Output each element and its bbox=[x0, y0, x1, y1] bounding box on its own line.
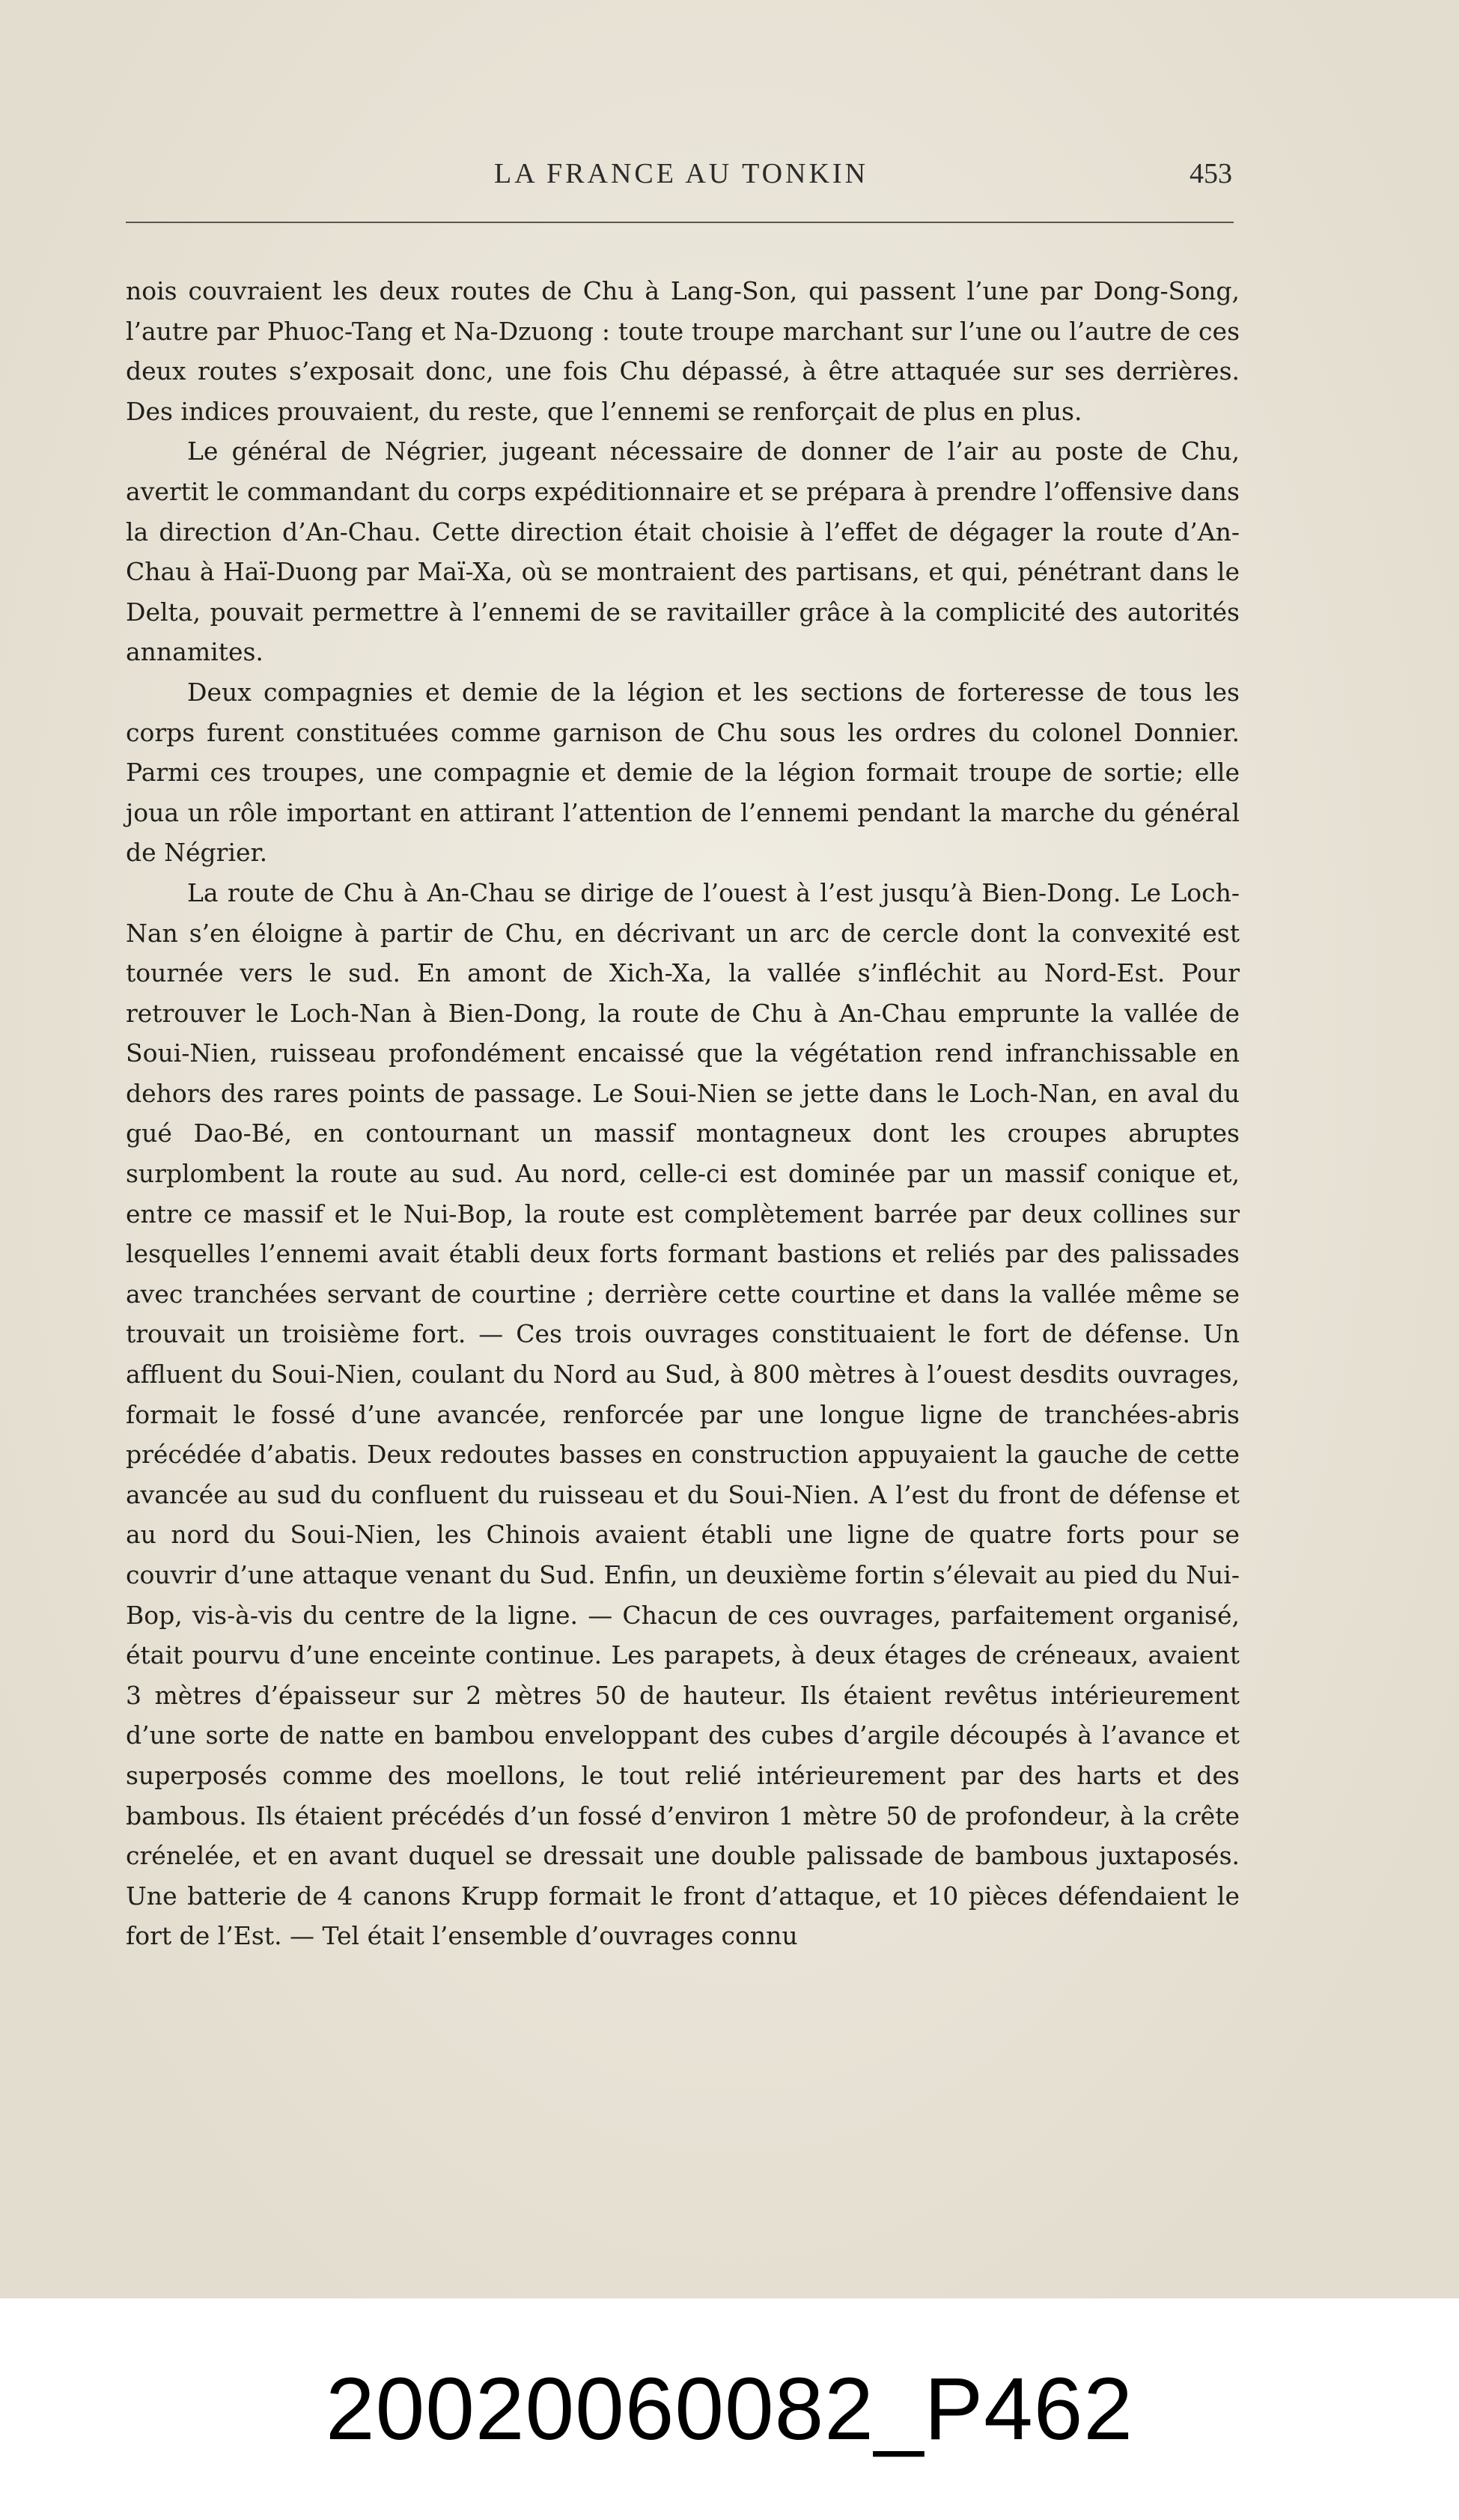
scan-identifier: 20020060082_P462 bbox=[325, 2360, 1134, 2459]
paragraph: nois couvraient les deux routes de Chu à Lang-Son, qui passent l’une par Dong-Song, l’autre par Phuoc-Tang et Na-Dzuong : toute troupe marchant sur l’une ou l’autre de ces deux routes s’exposait donc, une fois Chu dépassé, à être attaquée sur ses derrières. Des indices prouvaient, du reste, que l’ennemi se renforçait de plus en plus. bbox=[126, 276, 1240, 426]
header-rule bbox=[126, 222, 1234, 223]
page-number: 453 bbox=[1190, 158, 1232, 189]
running-header bbox=[0, 157, 1459, 202]
paragraph: La route de Chu à An-Chau se dirige de l’ouest à l’est jusqu’à Bien-Dong. Le Loch-Nan s’en éloigne à partir de Chu, en décrivant un arc de cercle dont la convexité est tournée vers le sud. En amont de Xich-Xa, la vallée s’infléchit au Nord-Est. Pour retrouver le Loch-Nan à Bien-Dong, la route de Chu à An-Chau emprunte la vallée de Soui-Nien, ruisseau profondément encaissé que la végétation rend infranchissable en dehors des rares points de passage. Le Soui-Nien se jette dans le Loch-Nan, en aval du gué Dao-Bé, en contournant un massif montagneux dont les croupes abruptes surplombent la route au sud. Au nord, celle-ci est dominée par un massif conique et, entre ce massif et le Nui-Bop, la route est complètement barrée par deux collines sur lesquelles l’ennemi avait établi deux forts formant bastions et reliés par des palissades avec tranchées servant de courtine ; derrière cette courtine et dans la vallée même se trouvait un troisième fort. — Ces trois ouvrages constituaient le fort de défense. Un affluent du Soui-Nien, coulant du Nord au Sud, à 800 mètres à l’ouest desdits ouvrages, formait le fossé d’une avancée, renforcée par une longue ligne de tranchées-abris précédée d’abatis. Deux redoutes basses en construction appuyaient la gauche de cette avancée au sud du confluent du ruisseau et du Soui-Nien. A l’est du front de défense et au nord du Soui-Nien, les Chinois avaient établi une ligne de quatre forts pour se couvrir d’une attaque venant du Sud. Enfin, un deuxième fortin s’élevait au pied du Nui-Bop, vis-à-vis du centre de la ligne. — Chacun de ces ouvrages, parfaitement organisé, était pourvu d’une enceinte continue. Les parapets, à deux étages de créneaux, avaient 3 mètres d’épaisseur sur 2 mètres 50 de hauteur. Ils étaient revêtus intérieurement d’une sorte de natte en bambou enveloppant des cubes d’argile découpés à l’avance et superposés comme des moellons, le tout relié intérieurement par des harts et des bambous. Ils étaient précédés d’un fossé d’environ 1 mètre 50 de profondeur, à la crête crénelée, et en avant duquel se dressait une double palissade de bambous juxtaposés. Une batterie de 4 canons Krupp formait le front d’attaque, et 10 pièces défendaient le fort de l’Est. — Tel était l’ensemble d’ouvrages connu bbox=[126, 877, 1240, 1951]
body-text bbox=[126, 271, 1240, 1956]
running-title: LA FRANCE AU TONKIN bbox=[493, 158, 869, 189]
paragraph: Deux compagnies et demie de la légion et les sections de forteresse de tous les corps furent constituées comme garnison de Chu sous les ordres du colonel Donnier. Parmi ces troupes, une compagnie et demie de la légion formait troupe de sortie; elle joua un rôle important en attirant l’attention de l’ennemi pendant la marche du général de Négrier. bbox=[126, 677, 1240, 868]
paragraph: Le général de Négrier, jugeant nécessaire de donner de l’air au poste de Chu, avertit le commandant du corps expéditionnaire et se prépara à prendre l’offensive dans la direction d’An-Chau. Cette direction était choisie à l’effet de dégager la route d’An-Chau à Haï-Duong par Maï-Xa, où se montraient des partisans, et qui, pénétrant dans le Delta, pouvait permettre à l’ennemi de se ravitailler grâce à la complicité des autorités annamites. bbox=[126, 436, 1240, 667]
